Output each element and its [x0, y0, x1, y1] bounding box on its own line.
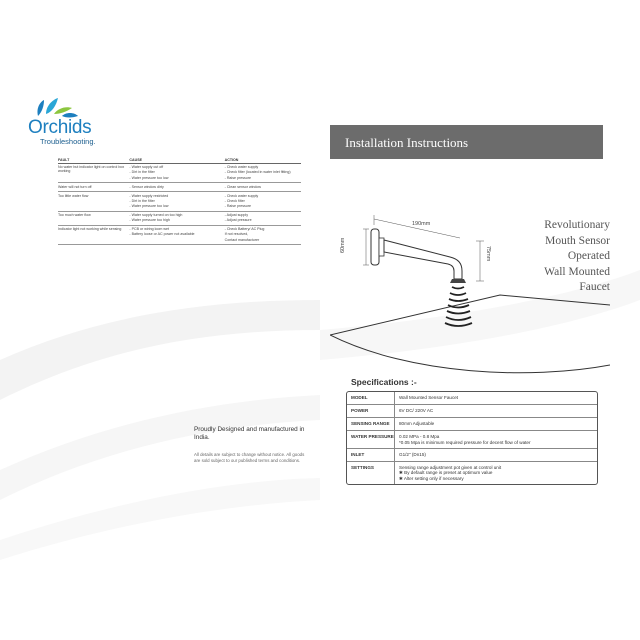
spec-value — [395, 431, 597, 448]
table-row — [347, 418, 597, 431]
table-row — [58, 183, 301, 192]
header-action: ACTION — [224, 158, 239, 162]
specifications-table — [346, 391, 598, 485]
spec-label: MODEL — [347, 392, 395, 404]
fault-cell: No water but indicator light on control box working — [58, 165, 125, 174]
spec-value — [395, 462, 597, 484]
spec-value — [395, 418, 597, 430]
nozzle-icon — [450, 279, 466, 283]
cause-line: - Battery loose or AC power not available — [129, 232, 195, 237]
cause-line: - Water supply restricted — [129, 193, 169, 198]
spec-value — [395, 392, 597, 404]
table-row — [58, 212, 301, 226]
cause-line: - Water supply turned on too high — [129, 212, 183, 217]
cause-cell — [129, 165, 224, 181]
table-row — [58, 192, 301, 211]
spec-value-line: 80mm Adjustable — [399, 421, 435, 426]
action-cell — [225, 185, 301, 190]
spec-value-line: G1/2" (Dn15) — [399, 451, 426, 457]
table-row — [347, 462, 597, 484]
action-line: - Adjust supply — [224, 212, 248, 217]
troubleshooting-title: Troubleshooting. — [40, 137, 96, 146]
cause-line: - Water pressure too high — [129, 218, 170, 223]
wall-flange — [371, 229, 379, 265]
height-dimension-label: 60mm — [340, 237, 346, 253]
spec-value-line: ✱ By default range is preset at optimum value — [399, 470, 493, 476]
made-in-india-text: Proudly Designed and manufactured in India. — [194, 426, 305, 442]
fault-cell: Too much water flow — [58, 212, 91, 217]
installation-title: Installation Instructions — [345, 135, 469, 150]
action-line: - Check Battery/ AC Plug — [224, 227, 265, 232]
spec-label: WATER PRESSURE — [347, 431, 395, 448]
action-line: - Raise pressure — [224, 175, 251, 180]
table-row — [347, 449, 597, 462]
brand-name: Orchids — [28, 117, 92, 138]
spec-value-line: *0.05 Mpa is minimum required pressure for decent flow of water — [399, 439, 531, 445]
product-title-line: Mouth Sensor — [545, 234, 610, 247]
cause-line: - Dirt in the filter — [129, 170, 155, 175]
action-cell — [225, 213, 301, 223]
spec-value-line: 0.02 MPa - 0.8 Mpa — [399, 434, 440, 439]
product-title-line: Operated — [567, 250, 610, 262]
header-cause: CAUSE — [129, 158, 143, 162]
troubleshooting-table — [58, 158, 301, 245]
action-line: - Check water supply — [224, 193, 259, 198]
drop-dimension-label: 75mm — [485, 246, 491, 262]
spec-value — [395, 449, 597, 461]
fault-cell: Indicator light not working while sensing — [58, 227, 122, 232]
fault-cell: Too little water flow — [58, 193, 89, 198]
basin-bowl — [330, 335, 610, 373]
cause-line: - Water supply cut off — [129, 165, 164, 170]
spout-arm — [384, 240, 462, 279]
action-line: - Check filter (located in water inlet fitting) — [224, 170, 291, 175]
cause-line: - Sensor window dirty — [129, 184, 164, 189]
action-line: - Raise pressure — [224, 203, 251, 208]
action-cell — [225, 194, 301, 210]
cause-cell — [129, 227, 224, 243]
cause-cell — [129, 194, 224, 210]
table-row — [58, 164, 301, 183]
spec-value-line: ✱ Alter setting only if necessary — [399, 476, 464, 482]
spec-label: SENSING RANGE — [347, 418, 395, 430]
terms-notice: All details are subject to change without notice. All goods are sold subject to our published terms and conditions. — [194, 452, 305, 463]
table-row — [347, 392, 597, 405]
action-cell — [225, 227, 301, 243]
cause-cell — [129, 213, 224, 223]
fault-cell: Water will not turn off — [58, 184, 92, 189]
table-row — [347, 431, 597, 449]
action-line: - Clean sensor window — [224, 184, 261, 189]
action-line: Contact manufacturer — [224, 237, 260, 242]
product-title-line: Revolutionary — [544, 219, 610, 231]
cause-line: - Water pressure too low — [129, 175, 169, 180]
action-line: - Adjust pressure — [224, 218, 252, 223]
spec-value-line: Sensing range adjustment pot given at control unit — [399, 464, 502, 470]
table-row — [347, 405, 597, 418]
action-line: - Check water supply — [224, 165, 259, 170]
spec-label: INLET — [347, 449, 395, 461]
faucet-diagram — [330, 205, 610, 375]
product-title-line: Faucet — [579, 281, 610, 293]
spec-value-line: Wall Mounted Sensor Faucet — [399, 395, 459, 400]
basin-rim — [330, 295, 610, 335]
product-title-line: Wall Mounted — [544, 265, 610, 278]
spec-value-line: 6V DC/ 220V AC — [399, 408, 434, 413]
action-line: - Check filter — [224, 198, 245, 203]
spec-value — [395, 405, 597, 417]
spec-label: POWER — [347, 405, 395, 417]
header-fault: FAULT — [58, 158, 70, 162]
table-row — [58, 226, 301, 245]
action-cell — [225, 165, 301, 181]
spec-label: SETTINGS — [347, 462, 395, 484]
action-line: If not resolved, — [224, 232, 249, 237]
length-dimension-label: 190mm — [412, 221, 431, 227]
specifications-heading: Specifications :- — [351, 377, 417, 387]
cause-cell — [129, 185, 224, 190]
cause-line: - Dirt in the filter — [129, 198, 155, 203]
cause-line: - Water pressure too low — [129, 203, 169, 208]
cause-line: - PCB or wiring loom wet — [129, 227, 169, 232]
